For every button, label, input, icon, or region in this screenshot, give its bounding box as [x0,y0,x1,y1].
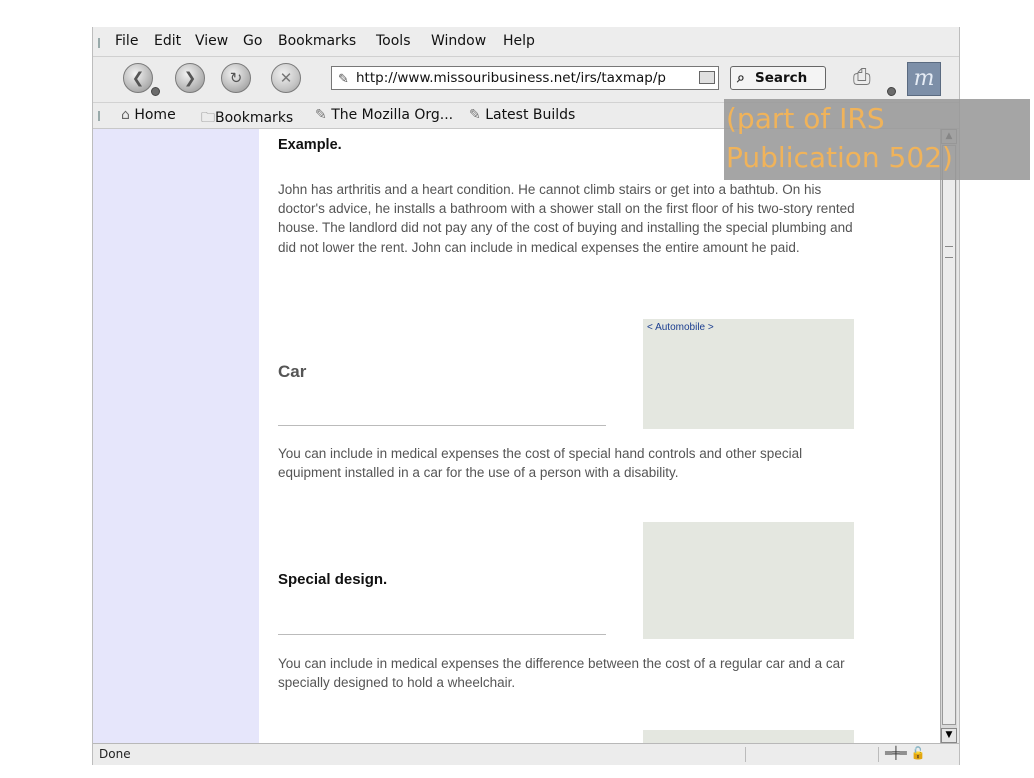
back-arrow-icon: ❮ [131,69,145,87]
print-dropdown-icon[interactable] [887,87,896,96]
menu-help[interactable]: Help [503,33,535,49]
home-icon: ⌂ [121,107,130,123]
menu-view[interactable]: View [195,33,229,49]
menubar-grip[interactable] [98,38,106,48]
example-heading: Example. [278,137,342,153]
toolbar-item-mozilla-org[interactable] [315,107,453,123]
toolbar-item-mozilla-org-label: The Mozilla Org... [331,107,454,123]
url-history-dropdown-icon[interactable] [699,71,715,84]
menu-go[interactable]: Go [243,33,263,49]
reload-button[interactable] [221,63,251,93]
menu-edit[interactable]: Edit [154,33,182,49]
menu-file[interactable]: File [115,33,139,49]
caption-line-2: Publication 502) [726,141,953,174]
toolbar-item-home[interactable] [121,107,176,123]
reload-icon: ↻ [229,69,243,87]
menu-bookmarks[interactable]: Bookmarks [278,33,357,49]
folder-icon: 🗀 [201,110,215,126]
status-separator [745,747,746,762]
ad-box-automobile[interactable] [643,319,854,429]
stop-icon: ✕ [279,69,293,87]
car-heading: Car [278,362,307,381]
ad-box-3[interactable] [643,730,854,743]
search-icon: ⌕ [737,70,745,86]
caption-overlay [724,99,1030,180]
left-sidebar-column [93,129,259,743]
ad-box-2[interactable] [643,522,854,639]
toolbar-item-latest-builds[interactable] [469,107,575,123]
caption-line-1: (part of IRS [726,102,885,135]
special-design-paragraph: You can include in medical expenses the difference between the cost of a regular car and a car specially designed to hold a wheelchair. [278,656,845,691]
toolbar-item-latest-builds-label: Latest Builds [485,107,576,123]
toolbar-item-bookmarks[interactable] [201,107,293,131]
bookmark-link-icon: ✎ [315,107,327,123]
status-text: Done [99,747,131,761]
navigation-toolbar [93,57,959,103]
url-input[interactable] [331,66,719,90]
special-design-heading: Special design. [278,571,388,588]
stop-button[interactable] [271,63,301,93]
example-paragraph: John has arthritis and a heart condition. He cannot climb stairs or get into a bathtub. On his doctor's advice, he installs a bathroom with a shower stall on the first floor of his two-story rented house. The landlord did not pay any of the cost of buying and installing the special plumbing and did not lower the rent. John can include in medical expenses the entire amount he paid. [278,182,855,255]
mozilla-logo-icon[interactable]: m [907,62,941,96]
ad-label[interactable]: < Automobile > [647,322,714,333]
status-bar [93,743,959,765]
menu-bar [93,27,959,57]
toolbar-item-home-label: Home [134,107,176,123]
car-divider [278,425,606,426]
car-paragraph: You can include in medical expenses the cost of special hand controls and other special equipment installed in a car for the use of a person with a disability. [278,446,803,481]
vertical-scrollbar[interactable] [940,129,957,743]
toolbar-item-bookmarks-label: Bookmarks [215,110,294,126]
forward-button[interactable] [175,63,205,93]
scroll-thumb-grip [945,246,953,258]
page-proxy-icon: ✎ [338,72,349,87]
bookmark-link-icon: ✎ [469,107,481,123]
scroll-thumb[interactable] [942,145,956,725]
status-separator [878,747,879,762]
menu-tools[interactable]: Tools [376,33,411,49]
page-content [93,129,940,743]
url-text: http://www.missouribusiness.net/irs/taxmap/p [356,70,666,86]
menu-window[interactable]: Window [431,33,487,49]
search-button-label: Search [755,70,808,86]
back-button[interactable] [123,63,153,93]
search-button[interactable] [730,66,826,90]
status-icons [885,746,925,760]
personalbar-grip[interactable] [98,111,106,121]
security-lock-icon[interactable]: 🔓 [910,746,926,760]
forward-arrow-icon: ❯ [183,69,197,87]
print-icon[interactable]: ⎙ [853,65,871,90]
online-status-icon[interactable]: ═╪═ [885,746,907,760]
scroll-down-icon[interactable]: ▼ [941,728,957,743]
special-design-divider [278,634,606,635]
back-history-dropdown-icon[interactable] [151,87,160,96]
